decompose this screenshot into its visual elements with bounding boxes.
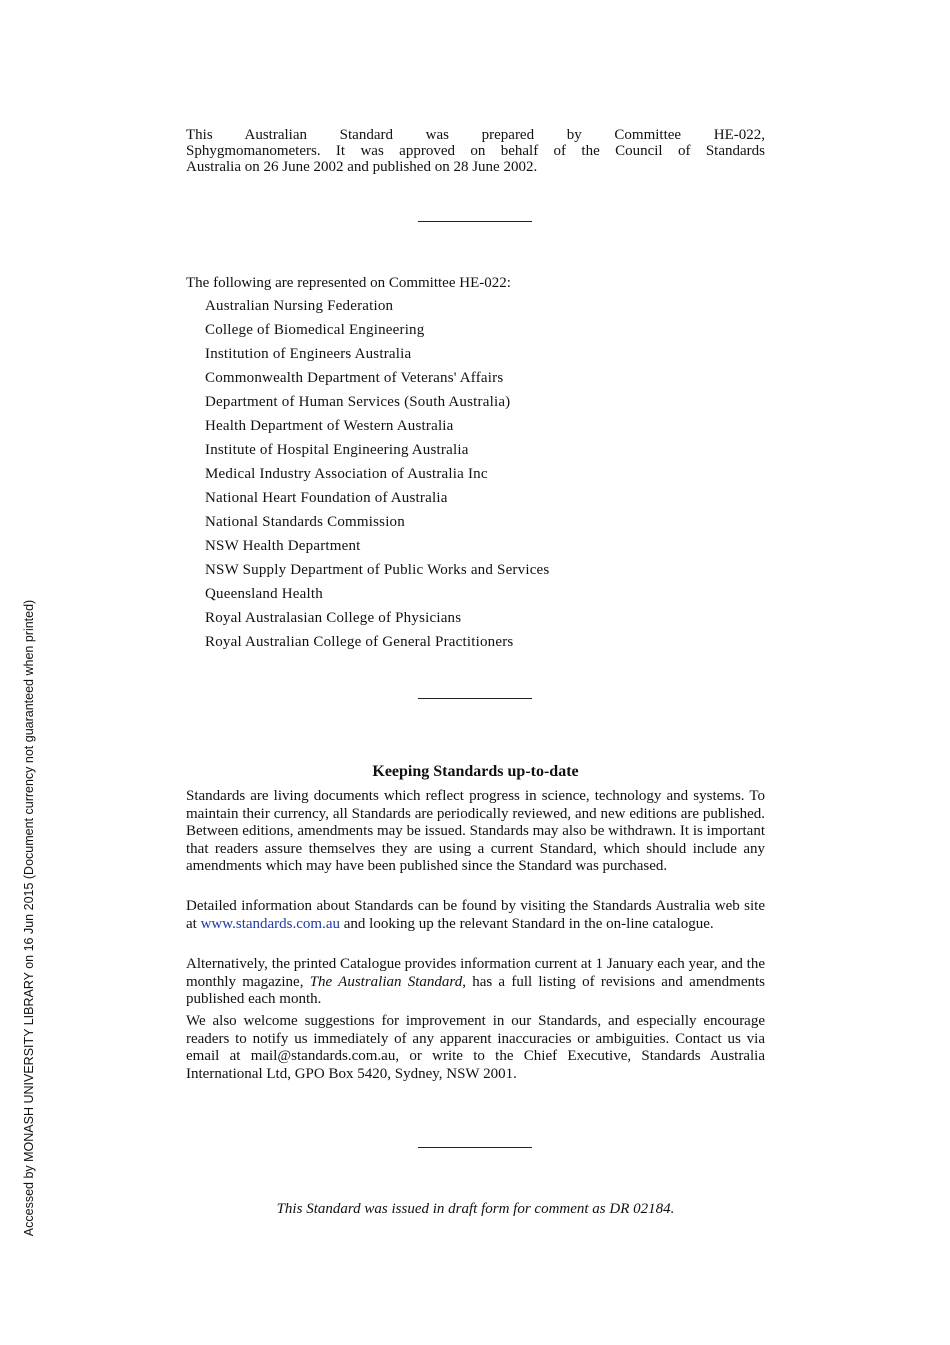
committee-member-list xyxy=(205,297,549,657)
committee-member: College of Biomedical Engineering xyxy=(205,322,425,338)
section-heading: Keeping Standards up-to-date xyxy=(372,763,579,780)
section-divider xyxy=(418,221,532,222)
committee-member: NSW Health Department xyxy=(205,538,361,554)
paragraph-living-documents: Standards are living documents which reflect progress in science, technology and systems. To maintain their currency, all Standards are periodically reviewed, and new editions are published. Between editions, amendments may be issued. Standards may also be withdrawn. It is important that readers assure themselves they are using a current Standard, which should include any amendments which may have been published since the Standard was purchased. xyxy=(186,788,765,874)
committee-member: Australian Nursing Federation xyxy=(205,298,394,314)
paragraph-text: Alternatively, the printed Catalogue provides information current at 1 January each year, and the monthly magazine, xyxy=(186,956,765,990)
paragraph-catalogue xyxy=(186,956,765,1009)
paragraph-text: and looking up the relevant Standard in the on-line catalogue. xyxy=(340,915,714,932)
intro-line: Sphygmomanometers. It was approved on behalf of the Council of Standards xyxy=(186,143,765,159)
magazine-title: The Australian Standard xyxy=(309,973,463,990)
intro-line: This Australian Standard was prepared by Committee HE-022, xyxy=(186,127,765,143)
committee-member: Department of Human Services (South Australia) xyxy=(205,394,511,410)
access-notice: Accessed by MONASH UNIVERSITY LIBRARY on 16 Jun 2015 (Document currency not guaranteed when printed) xyxy=(22,599,36,1237)
draft-note: This Standard was issued in draft form for comment as DR 02184. xyxy=(276,1201,675,1217)
paragraph-suggestions: We also welcome suggestions for improvement in our Standards, and especially encourage readers to notify us immediately of any apparent inaccuracies or ambiguities. Contact us via email at mail@standards.com.au, or write to the Chief Executive, Standards Australia International Ltd, GPO Box 5420, Sydney, NSW 2001. xyxy=(186,1013,765,1082)
committee-member: National Heart Foundation of Australia xyxy=(205,490,448,506)
committee-member: Institute of Hospital Engineering Australia xyxy=(205,442,469,458)
committee-member: National Standards Commission xyxy=(205,514,405,530)
committee-member: Medical Industry Association of Australia Inc xyxy=(205,466,488,482)
section-divider xyxy=(418,698,532,699)
paragraph-text: Detailed information about Standards can be found by visiting the Standards Australia web site at xyxy=(186,898,765,932)
section-divider xyxy=(418,1147,532,1148)
website-link[interactable]: www.standards.com.au xyxy=(200,915,340,932)
committee-member: Royal Australasian College of Physicians xyxy=(205,610,462,626)
committee-lead: The following are represented on Committee HE-022: xyxy=(186,275,511,291)
committee-member: Health Department of Western Australia xyxy=(205,418,454,434)
committee-member: NSW Supply Department of Public Works and Services xyxy=(205,562,550,578)
paragraph-text: , has a full listing of revisions and amendments published each month. xyxy=(186,973,765,1007)
committee-member: Royal Australian College of General Practitioners xyxy=(205,634,514,650)
committee-member: Commonwealth Department of Veterans' Affairs xyxy=(205,370,504,386)
paragraph-website xyxy=(186,898,765,933)
intro-paragraph xyxy=(186,127,765,175)
intro-line: Australia on 26 June 2002 and published on 28 June 2002. xyxy=(186,159,538,175)
committee-member: Institution of Engineers Australia xyxy=(205,346,412,362)
committee-member: Queensland Health xyxy=(205,586,323,602)
